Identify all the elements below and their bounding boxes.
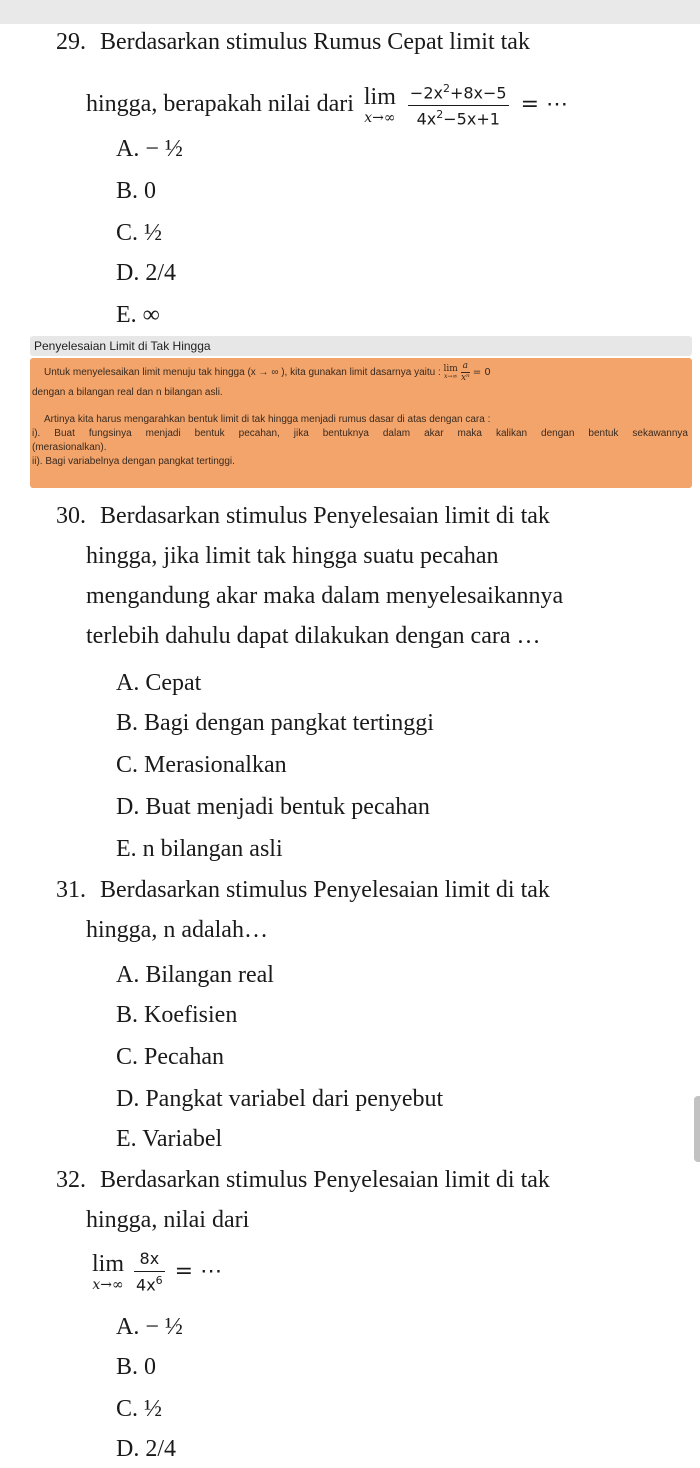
- limit-symbol: [364, 85, 396, 125]
- stimulus-paragraph-3: Artinya kita harus mengarahkan bentuk limit di tak hingga menjadi rumus dasar di atas dengan cara :: [44, 414, 491, 425]
- lim-subscript: x→∞: [92, 1276, 124, 1293]
- option-32-c[interactable]: C. ½: [116, 1396, 163, 1422]
- option-31-c[interactable]: C. Pecahan: [116, 1044, 224, 1070]
- question-text-line: Berdasarkan stimulus Penyelesaian limit di tak: [100, 877, 550, 903]
- question-text-line: hingga, jika limit tak hingga suatu pecahan: [86, 543, 499, 569]
- stimulus-text: Untuk menyelesaikan limit menuju tak hingga (x → ∞ ), kita gunakan limit dasarnya yaitu :: [44, 367, 441, 379]
- top-bar: [0, 0, 700, 24]
- question-text-line: terlebih dahulu dapat dilakukan dengan cara …: [86, 623, 541, 649]
- stimulus-paragraph-5: (merasionalkan).: [32, 442, 107, 453]
- question-number: 31.: [56, 877, 86, 903]
- option-31-e[interactable]: E. Variabel: [116, 1126, 223, 1152]
- stimulus-box: [30, 358, 692, 488]
- lim-word: lim: [363, 84, 396, 111]
- question-text-line: Berdasarkan stimulus Penyelesaian limit di tak: [100, 1167, 550, 1193]
- fraction-denominator: $4x^6$: [136, 1273, 163, 1294]
- mini-lim-word: lim: [443, 364, 458, 374]
- option-32-d[interactable]: D. 2/4: [116, 1436, 176, 1462]
- question-31: [56, 870, 676, 950]
- limit-fraction: [134, 1250, 165, 1294]
- question-number: 29.: [56, 29, 86, 55]
- option-29-d[interactable]: D. 2/4: [116, 260, 176, 286]
- option-30-d[interactable]: D. Buat menjadi bentuk pecahan: [116, 794, 430, 820]
- question-text-line: mengandung akar maka dalam menyelesaikannya: [86, 583, 564, 609]
- mini-equals-zero: = 0: [472, 367, 491, 379]
- lim-word: lim: [92, 1250, 125, 1277]
- fraction-numerator: $-2x^2+8x-5$: [408, 83, 509, 106]
- stimulus-title: Penyelesaian Limit di Tak Hingga: [30, 336, 692, 356]
- option-31-a[interactable]: A. Bilangan real: [116, 962, 274, 988]
- limit-fraction: [408, 83, 509, 128]
- mini-denominator: xⁿ: [460, 373, 470, 383]
- stimulus-paragraph-2: dengan a bilangan real dan n bilangan asli.: [32, 387, 223, 398]
- option-32-a[interactable]: A. − ½: [116, 1314, 183, 1340]
- option-31-d[interactable]: D. Pangkat variabel dari penyebut: [116, 1086, 444, 1112]
- option-29-a[interactable]: A. − ½: [116, 136, 183, 162]
- stimulus-paragraph-4: i). Buat fungsinya menjadi bentuk pecahan, jika bentuknya dalam akar maka kalikan dengan bentuk sekawannya: [32, 428, 688, 439]
- question-number: 30.: [56, 503, 86, 529]
- mini-lim-subscript: x→∞: [443, 373, 458, 380]
- lim-subscript: x→∞: [364, 110, 396, 127]
- question-number: 32.: [56, 1167, 86, 1193]
- stimulus-paragraph-1: [44, 362, 491, 382]
- question-text-line: Berdasarkan stimulus Rumus Cepat limit tak: [100, 29, 530, 55]
- question-text-line: hingga, n adalah…: [86, 917, 268, 943]
- equals-ellipsis: = ⋯: [520, 92, 569, 118]
- question-32-limit-expression: [88, 1250, 222, 1300]
- option-29-e[interactable]: E. ∞: [116, 302, 160, 328]
- option-29-c[interactable]: C. ½: [116, 220, 163, 246]
- option-30-b[interactable]: B. Bagi dengan pangkat tertinggi: [116, 710, 434, 736]
- option-30-c[interactable]: C. Merasionalkan: [116, 752, 287, 778]
- option-29-b[interactable]: B. 0: [116, 178, 157, 204]
- question-text: hingga, berapakah nilai dari: [86, 91, 354, 117]
- option-30-a[interactable]: A. Cepat: [116, 670, 202, 696]
- option-31-b[interactable]: B. Koefisien: [116, 1002, 238, 1028]
- option-30-e[interactable]: E. n bilangan asli: [116, 836, 283, 862]
- question-text-line: Berdasarkan stimulus Penyelesaian limit di tak: [100, 503, 550, 529]
- stimulus-paragraph-6: ii). Bagi variabelnya dengan pangkat tertinggi.: [32, 456, 235, 467]
- question-text-line-with-limit: [86, 80, 676, 128]
- mini-numerator: a: [462, 361, 468, 371]
- scrollbar-handle[interactable]: [694, 1096, 700, 1162]
- question-30: [56, 496, 676, 656]
- mini-limit-symbol: [444, 365, 458, 380]
- question-text-line: hingga, nilai dari: [86, 1207, 250, 1233]
- fraction-denominator: $4x^2-5x+1$: [416, 107, 500, 129]
- question-32: [56, 1160, 676, 1240]
- question-29: [56, 22, 676, 129]
- equals-ellipsis: = ⋯: [174, 1259, 223, 1285]
- option-32-b[interactable]: B. 0: [116, 1354, 157, 1380]
- limit-symbol: [92, 1252, 124, 1292]
- mini-fraction: [461, 362, 470, 383]
- fraction-numerator: 8x: [134, 1250, 165, 1272]
